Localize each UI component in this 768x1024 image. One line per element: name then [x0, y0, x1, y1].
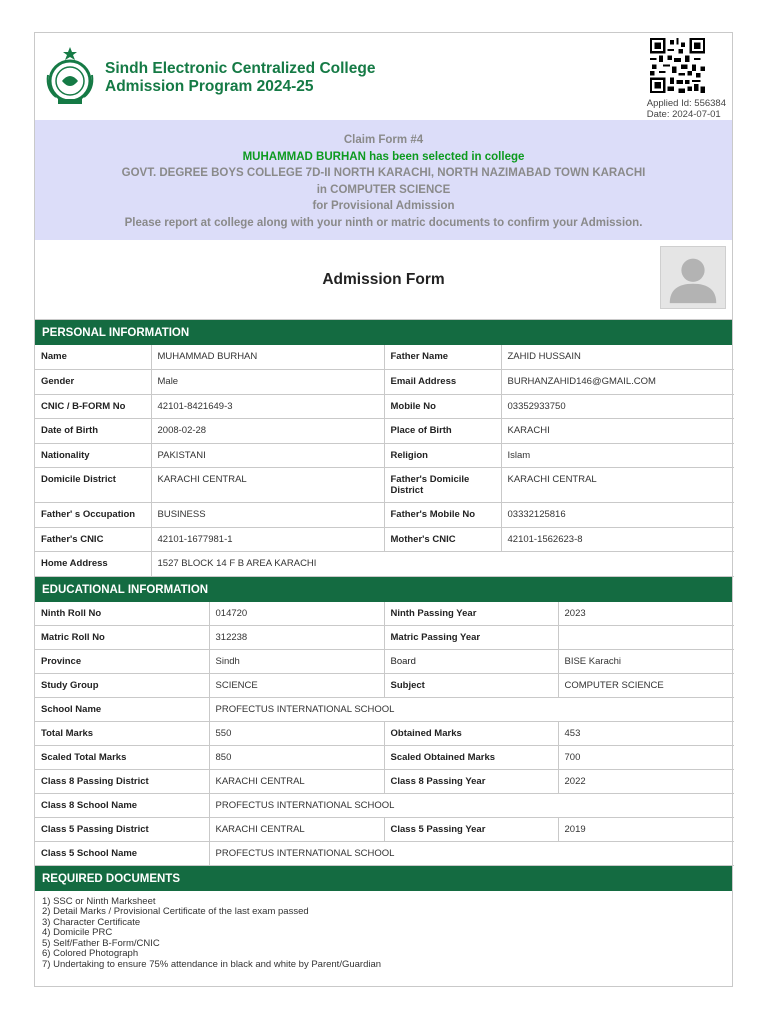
table-row: [35, 841, 734, 865]
scaled-obtained-value: 700: [558, 745, 734, 769]
obtained-marks-label: Obtained Marks: [384, 721, 558, 745]
domicile-value: KARACHI CENTRAL: [151, 467, 384, 502]
scaled-total-value: 850: [209, 745, 384, 769]
table-row: [35, 817, 734, 841]
form-heading-area: [35, 240, 732, 320]
subject-value: COMPUTER SCIENCE: [558, 673, 734, 697]
photo-placeholder: [660, 246, 726, 309]
religion-label: Religion: [384, 443, 501, 467]
obtained-marks-value: 453: [558, 721, 734, 745]
dob-label: Date of Birth: [35, 418, 151, 443]
table-row: [35, 649, 734, 673]
qr-code: [650, 38, 705, 93]
table-row: [35, 721, 734, 745]
mother-cnic-value: 42101-1562623-8: [501, 527, 734, 551]
list-item: 6) Colored Photograph: [42, 948, 139, 959]
applied-date: Date: 2024-07-01: [646, 108, 721, 120]
father-occupation-value: BUSINESS: [151, 502, 384, 527]
table-row: [35, 369, 734, 394]
table-row: [35, 443, 734, 467]
table-row: [35, 502, 734, 527]
pob-value: KARACHI: [501, 418, 734, 443]
class8-school-value: PROFECTUS INTERNATIONAL SCHOOL: [209, 793, 734, 817]
educational-information-header: EDUCATIONAL INFORMATION: [35, 577, 732, 602]
father-name-label: Father Name: [384, 345, 501, 369]
name-label: Name: [35, 345, 151, 369]
father-cnic-label: Father's CNIC: [35, 527, 151, 551]
sindh-emblem-logo: [42, 45, 98, 105]
board-label: Board: [384, 649, 558, 673]
list-item: 3) Character Certificate: [42, 916, 141, 928]
school-name-value: PROFECTUS INTERNATIONAL SCHOOL: [209, 697, 734, 721]
matric-year-label: Matric Passing Year: [384, 625, 558, 649]
nationality-value: PAKISTANI: [151, 443, 384, 467]
program-title: [105, 60, 375, 96]
scaled-total-label: Scaled Total Marks: [35, 745, 209, 769]
father-domicile-value: KARACHI CENTRAL: [501, 467, 734, 502]
table-row: [35, 394, 734, 418]
class5-school-label: Class 5 School Name: [35, 841, 209, 865]
class5-district-label: Class 5 Passing District: [35, 817, 209, 841]
admission-purpose: for Provisional Admission: [312, 200, 455, 212]
father-mobile-value: 03332125816: [501, 502, 734, 527]
personal-information-table: [35, 345, 734, 577]
table-row: [35, 697, 734, 721]
list-item: 4) Domicile PRC: [42, 927, 113, 938]
mobile-value: 03352933750: [501, 394, 734, 418]
class8-school-label: Class 8 School Name: [35, 793, 209, 817]
admission-form-sheet: [34, 32, 733, 987]
educational-information-table: [35, 602, 734, 866]
father-cnic-value: 42101-1677981-1: [151, 527, 384, 551]
gender-value: Male: [151, 369, 384, 394]
header: [35, 33, 732, 120]
class8-district-label: Class 8 Passing District: [35, 769, 209, 793]
class8-year-label: Class 8 Passing Year: [384, 769, 558, 793]
email-value: BURHANZAHID146@GMAIL.COM: [501, 369, 734, 394]
address-label: Home Address: [35, 551, 151, 576]
claim-form-number: Claim Form #4: [343, 134, 424, 146]
total-marks-value: 550: [209, 721, 384, 745]
class5-year-value: 2019: [558, 817, 734, 841]
required-documents-header: REQUIRED DOCUMENTS: [35, 866, 732, 891]
list-item: 1) SSC or Ninth Marksheet: [42, 895, 156, 907]
selection-banner: [35, 120, 732, 240]
name-value: MUHAMMAD BURHAN: [151, 345, 384, 369]
list-item: 7) Undertaking to ensure 75% attendance in black and white by Parent/Guardian: [42, 958, 382, 970]
father-name-value: ZAHID HUSSAIN: [501, 345, 734, 369]
matric-year-value: [558, 625, 734, 649]
matric-roll-value: 312238: [209, 625, 384, 649]
matric-roll-label: Matric Roll No: [35, 625, 209, 649]
personal-information-header: PERSONAL INFORMATION: [35, 320, 732, 345]
cnic-label: CNIC / B-FORM No: [35, 394, 151, 418]
selection-message: MUHAMMAD BURHAN has been selected in college: [242, 150, 525, 163]
pob-label: Place of Birth: [384, 418, 501, 443]
user-silhouette-icon: [661, 247, 725, 308]
title-line-2: Admission Program 2024-25: [105, 78, 314, 95]
form-title: Admission Form: [322, 271, 445, 288]
ninth-year-label: Ninth Passing Year: [384, 602, 558, 626]
subject-label: Subject: [384, 673, 558, 697]
table-row: [35, 602, 734, 626]
study-group-value: SCIENCE: [209, 673, 384, 697]
table-row: [35, 769, 734, 793]
list-item: 2) Detail Marks / Provisional Certificate of the last exam passed: [42, 906, 309, 917]
college-name: GOVT. DEGREE BOYS COLLEGE 7D-II NORTH KARACHI, NORTH NAZIMABAD TOWN KARACHI: [121, 167, 646, 179]
study-group-label: Study Group: [35, 673, 209, 697]
table-row: [35, 551, 734, 576]
school-name-label: School Name: [35, 697, 209, 721]
nationality-label: Nationality: [35, 443, 151, 467]
table-row: [35, 625, 734, 649]
email-label: Email Address: [384, 369, 501, 394]
required-documents-list: [35, 891, 732, 971]
domicile-label: Domicile District: [35, 467, 151, 502]
table-row: [35, 418, 734, 443]
table-row: [35, 527, 734, 551]
ninth-roll-value: 014720: [209, 602, 384, 626]
province-label: Province: [35, 649, 209, 673]
dob-value: 2008-02-28: [151, 418, 384, 443]
father-mobile-label: Father's Mobile No: [384, 502, 501, 527]
mother-cnic-label: Mother's CNIC: [384, 527, 501, 551]
gender-label: Gender: [35, 369, 151, 394]
mobile-label: Mobile No: [384, 394, 501, 418]
title-line-1: Sindh Electronic Centralized College: [105, 60, 376, 77]
board-value: BISE Karachi: [558, 649, 734, 673]
program-name: in COMPUTER SCIENCE: [316, 183, 451, 196]
applied-id: Applied Id: 556384: [646, 98, 726, 109]
table-row: [35, 673, 734, 697]
ninth-year-value: 2023: [558, 602, 734, 626]
class5-school-value: PROFECTUS INTERNATIONAL SCHOOL: [209, 841, 734, 865]
class8-year-value: 2022: [558, 769, 734, 793]
address-value: 1527 BLOCK 14 F B AREA KARACHI: [151, 551, 734, 576]
father-domicile-label: Father's Domicile District: [384, 467, 501, 502]
class5-year-label: Class 5 Passing Year: [384, 817, 558, 841]
province-value: Sindh: [209, 649, 384, 673]
report-instruction: Please report at college along with your ninth or matric documents to confirm your Admission.: [124, 216, 643, 229]
class8-district-value: KARACHI CENTRAL: [209, 769, 384, 793]
father-occupation-label: Father' s Occupation: [35, 502, 151, 527]
table-row: [35, 467, 734, 502]
cnic-value: 42101-8421649-3: [151, 394, 384, 418]
class5-district-value: KARACHI CENTRAL: [209, 817, 384, 841]
scaled-obtained-label: Scaled Obtained Marks: [384, 745, 558, 769]
table-row: [35, 745, 734, 769]
ninth-roll-label: Ninth Roll No: [35, 602, 209, 626]
list-item: 5) Self/Father B-Form/CNIC: [42, 937, 160, 949]
table-row: [35, 793, 734, 817]
application-meta: [647, 99, 726, 120]
table-row: [35, 345, 734, 369]
religion-value: Islam: [501, 443, 734, 467]
total-marks-label: Total Marks: [35, 721, 209, 745]
